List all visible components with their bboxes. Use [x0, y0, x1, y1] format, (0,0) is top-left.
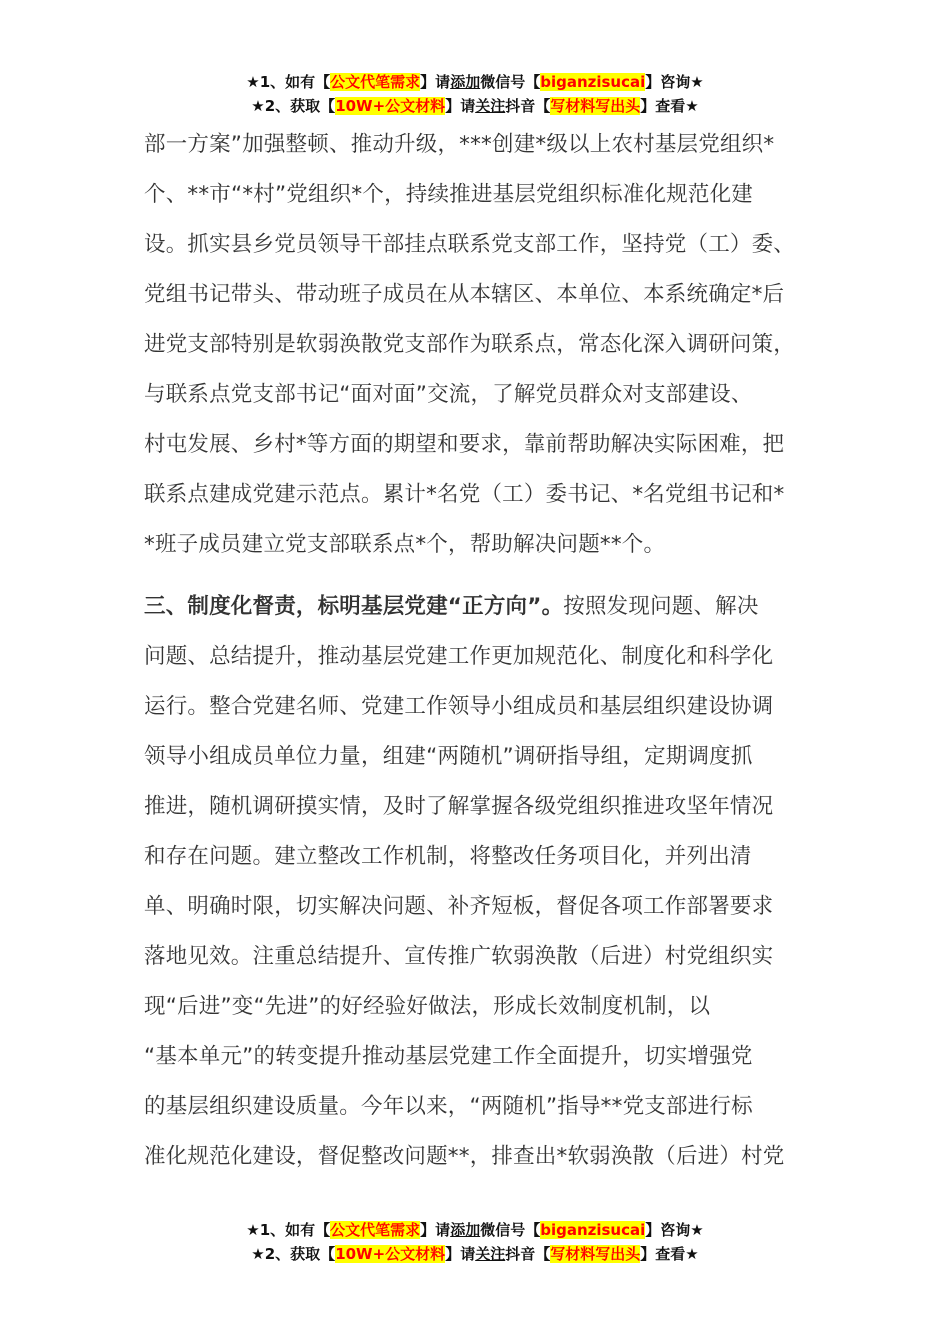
promo-underline: 关注: [475, 97, 506, 115]
promo-text: 】请: [420, 73, 451, 91]
promo-text: 微信号【: [480, 73, 541, 91]
promo-text: 】咨询★: [645, 1221, 704, 1239]
promo-underline: 添加: [450, 1221, 481, 1239]
text-line: 准化规范化建设，督促整改问题**，排查出*软弱涣散（后进）村党: [144, 1144, 785, 1169]
promo-text: 】请: [445, 97, 476, 115]
text-line: 村屯发展、乡村*等方面的期望和要求，靠前帮助解决实际困难，把: [144, 432, 785, 457]
promo-text: 】请: [445, 1245, 476, 1263]
promo-douyin-id: 写材料写出头: [550, 97, 641, 115]
text-line: 现“后进”变“先进”的好经验好做法，形成长效制度机制，以: [144, 994, 711, 1019]
promo-highlight: 10W+公文材料: [335, 97, 446, 115]
promo-highlight: 公文代笔需求: [330, 1221, 421, 1239]
promo-text: ★2、获取【: [251, 1245, 336, 1263]
promo-text: 抖音【: [505, 1245, 551, 1263]
promo-text: 】请: [420, 1221, 451, 1239]
text-line: 部一方案”加强整顿、推动升级，***创建*级以上农村基层党组织*: [144, 132, 775, 157]
text-line: 的基层组织建设质量。今年以来，“两随机”指导**党支部进行标: [144, 1094, 753, 1119]
text-line: “基本单元”的转变提升推动基层党建工作全面提升，切实增强党: [144, 1044, 753, 1069]
promo-line-2: [0, 1242, 950, 1266]
promo-highlight: 公文代笔需求: [330, 73, 421, 91]
text-line: 与联系点党支部书记“面对面”交流，了解党员群众对支部建设、: [144, 382, 753, 407]
promo-douyin-id: 写材料写出头: [550, 1245, 641, 1263]
promo-text: 】咨询★: [645, 73, 704, 91]
promo-underline: 添加: [450, 73, 481, 91]
promo-text: ★2、获取【: [251, 97, 336, 115]
text-line: *班子成员建立党支部联系点*个，帮助解决问题**个。: [144, 532, 666, 557]
text-line: 领导小组成员单位力量，组建“两随机”调研指导组，定期调度抓: [144, 744, 753, 769]
promo-banner-top: [0, 70, 950, 118]
promo-highlight: 10W+公文材料: [335, 1245, 446, 1263]
section-heading: 三、制度化督责，标明基层党建“正方向”。: [144, 594, 564, 619]
promo-text: 】查看★: [640, 1245, 699, 1263]
text-line: 设。抓实县乡党员领导干部挂点联系党支部工作，坚持党（工）委、: [144, 232, 796, 257]
promo-wechat-id: biganzisucai: [540, 73, 646, 91]
document-body: [144, 128, 824, 1190]
promo-line-1: [0, 70, 950, 94]
text-line: 进党支部特别是软弱涣散党支部作为联系点，常态化深入调研问策，: [144, 332, 796, 357]
text-line: 单、明确时限，切实解决问题、补齐短板，督促各项工作部署要求: [144, 894, 774, 919]
promo-text: 微信号【: [480, 1221, 541, 1239]
promo-banner-bottom: [0, 1218, 950, 1266]
paragraph-2: [144, 590, 824, 1190]
promo-text: 】查看★: [640, 97, 699, 115]
text-line: [144, 590, 824, 640]
text-line: 党组书记带头、带动班子成员在从本辖区、本单位、本系统确定*后: [144, 282, 785, 307]
text-line: 个、**市“*村”党组织*个，持续推进基层党组织标准化规范化建: [144, 182, 753, 207]
promo-line-2: [0, 94, 950, 118]
promo-underline: 关注: [475, 1245, 506, 1263]
text-line: 推进，随机调研摸实情，及时了解掌握各级党组织推进攻坚年情况: [144, 794, 774, 819]
text-line: 联系点建成党建示范点。累计*名党（工）委书记、*名党组书记和*: [144, 482, 785, 507]
text-run: 按照发现问题、解决: [563, 594, 759, 619]
paragraph-1: [144, 128, 824, 578]
promo-text: 抖音【: [505, 97, 551, 115]
promo-text: ★1、如有【: [246, 73, 331, 91]
text-line: 问题、总结提升，推动基层党建工作更加规范化、制度化和科学化: [144, 644, 774, 669]
promo-line-1: [0, 1218, 950, 1242]
text-line: 落地见效。注重总结提升、宣传推广软弱涣散（后进）村党组织实: [144, 944, 774, 969]
text-line: 运行。整合党建名师、党建工作领导小组成员和基层组织建设协调: [144, 694, 774, 719]
text-line: 和存在问题。建立整改工作机制，将整改任务项目化，并列出清: [144, 844, 752, 869]
promo-text: ★1、如有【: [246, 1221, 331, 1239]
promo-wechat-id: biganzisucai: [540, 1221, 646, 1239]
